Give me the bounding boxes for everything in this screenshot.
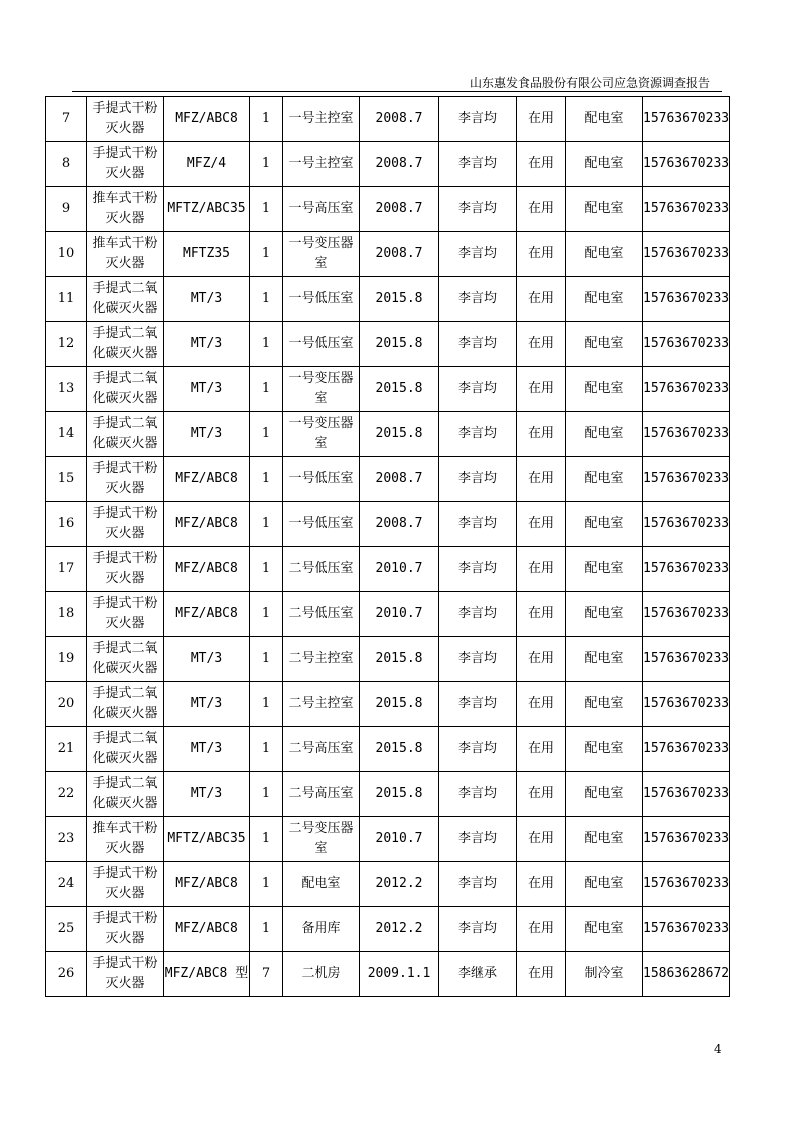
cell-equipment-name-line: 灭火器: [105, 526, 145, 541]
cell-phone: 15763670233: [643, 367, 730, 412]
cell-department: 配电室: [566, 727, 643, 772]
cell-department: 配电室: [566, 142, 643, 187]
cell-date: 2012.2: [360, 862, 439, 907]
cell-equipment-name: [87, 907, 164, 952]
table-row: [46, 592, 730, 637]
cell-date: 2008.7: [360, 457, 439, 502]
cell-equipment-name: [87, 637, 164, 682]
cell-location: [283, 322, 360, 367]
emergency-resource-table: [45, 96, 730, 997]
cell-equipment-name-line: 手提式干粉: [92, 956, 158, 971]
cell-responsible-person: 李言均: [439, 682, 517, 727]
cell-model: MT/3: [164, 412, 250, 457]
cell-number: 19: [46, 637, 87, 682]
table-row: [46, 817, 730, 862]
cell-location-line: 二号高压室: [288, 786, 354, 801]
cell-equipment-name-line: 化碳灭火器: [92, 751, 158, 766]
cell-responsible-person: 李言均: [439, 457, 517, 502]
cell-responsible-person: 李言均: [439, 97, 517, 142]
cell-department: 配电室: [566, 412, 643, 457]
page-number: 4: [714, 1042, 722, 1056]
cell-department: 配电室: [566, 457, 643, 502]
cell-department: 配电室: [566, 367, 643, 412]
cell-model: MT/3: [164, 682, 250, 727]
cell-location-line: 一号低压室: [288, 291, 354, 306]
cell-department: 配电室: [566, 817, 643, 862]
cell-phone: 15763670233: [643, 637, 730, 682]
cell-number: 12: [46, 322, 87, 367]
table-row: [46, 367, 730, 412]
cell-quantity: 1: [250, 817, 283, 862]
cell-number: 22: [46, 772, 87, 817]
cell-responsible-person: 李言均: [439, 907, 517, 952]
table-row: [46, 907, 730, 952]
cell-quantity: 1: [250, 772, 283, 817]
table-row: [46, 232, 730, 277]
cell-department: 配电室: [566, 862, 643, 907]
cell-equipment-name: [87, 142, 164, 187]
cell-equipment-name-line: 化碳灭火器: [92, 301, 158, 316]
cell-location: [283, 457, 360, 502]
cell-model: MT/3: [164, 772, 250, 817]
cell-number: 20: [46, 682, 87, 727]
cell-location-line: 一号变压器: [288, 236, 354, 251]
cell-status: 在用: [517, 817, 566, 862]
cell-responsible-person: 李言均: [439, 637, 517, 682]
cell-quantity: 1: [250, 97, 283, 142]
cell-equipment-name: [87, 457, 164, 502]
cell-responsible-person: 李言均: [439, 142, 517, 187]
cell-equipment-name-line: 灭火器: [105, 211, 145, 226]
cell-quantity: 1: [250, 232, 283, 277]
cell-model: MFZ/ABC8: [164, 97, 250, 142]
cell-equipment-name: [87, 862, 164, 907]
cell-date: 2008.7: [360, 502, 439, 547]
cell-quantity: 1: [250, 142, 283, 187]
cell-date: 2009.1.1: [360, 952, 439, 997]
cell-location-line: 室: [314, 436, 328, 451]
cell-equipment-name: [87, 367, 164, 412]
cell-quantity: 1: [250, 367, 283, 412]
cell-location-line: 室: [314, 256, 328, 271]
cell-model: MFTZ35: [164, 232, 250, 277]
cell-equipment-name-line: 化碳灭火器: [92, 796, 158, 811]
table-row: [46, 187, 730, 232]
cell-number: 23: [46, 817, 87, 862]
cell-date: 2010.7: [360, 547, 439, 592]
cell-equipment-name-line: 手提式干粉: [92, 911, 158, 926]
cell-status: 在用: [517, 592, 566, 637]
table-row: [46, 277, 730, 322]
cell-model: MFZ/ABC8: [164, 502, 250, 547]
cell-quantity: 1: [250, 637, 283, 682]
cell-quantity: 1: [250, 907, 283, 952]
cell-model: MFZ/ABC8 型: [164, 952, 250, 997]
table-row: [46, 547, 730, 592]
cell-phone: 15763670233: [643, 187, 730, 232]
cell-responsible-person: 李言均: [439, 187, 517, 232]
cell-date: 2008.7: [360, 232, 439, 277]
cell-equipment-name-line: 手提式干粉: [92, 101, 158, 116]
cell-equipment-name-line: 手提式干粉: [92, 866, 158, 881]
cell-phone: 15763670233: [643, 727, 730, 772]
cell-equipment-name-line: 灭火器: [105, 616, 145, 631]
cell-quantity: 7: [250, 952, 283, 997]
cell-location: [283, 862, 360, 907]
cell-status: 在用: [517, 142, 566, 187]
cell-number: 8: [46, 142, 87, 187]
cell-department: 配电室: [566, 187, 643, 232]
cell-date: 2015.8: [360, 277, 439, 322]
cell-location: [283, 637, 360, 682]
cell-location-line: 二号变压器: [288, 821, 354, 836]
cell-number: 26: [46, 952, 87, 997]
cell-phone: 15763670233: [643, 232, 730, 277]
cell-model: MFTZ/ABC35: [164, 187, 250, 232]
cell-status: 在用: [517, 682, 566, 727]
cell-date: 2015.8: [360, 727, 439, 772]
cell-location-line: 二机房: [301, 966, 341, 981]
cell-equipment-name: [87, 682, 164, 727]
cell-location-line: 一号变压器: [288, 371, 354, 386]
cell-quantity: 1: [250, 187, 283, 232]
cell-number: 15: [46, 457, 87, 502]
cell-equipment-name-line: 灭火器: [105, 121, 145, 136]
cell-phone: 15763670233: [643, 322, 730, 367]
cell-number: 24: [46, 862, 87, 907]
cell-date: 2015.8: [360, 682, 439, 727]
cell-location-line: 配电室: [301, 876, 341, 891]
cell-date: 2015.8: [360, 772, 439, 817]
cell-department: 配电室: [566, 547, 643, 592]
cell-status: 在用: [517, 637, 566, 682]
cell-location: [283, 907, 360, 952]
cell-location: [283, 592, 360, 637]
header-divider: [72, 91, 722, 92]
cell-responsible-person: 李言均: [439, 277, 517, 322]
cell-number: 16: [46, 502, 87, 547]
table-row: [46, 772, 730, 817]
cell-model: MT/3: [164, 367, 250, 412]
cell-responsible-person: 李言均: [439, 547, 517, 592]
cell-equipment-name: [87, 277, 164, 322]
table-body: [46, 97, 730, 997]
cell-equipment-name-line: 手提式二氧: [92, 731, 158, 746]
cell-status: 在用: [517, 727, 566, 772]
cell-model: MFZ/ABC8: [164, 457, 250, 502]
cell-number: 21: [46, 727, 87, 772]
cell-responsible-person: 李言均: [439, 862, 517, 907]
cell-phone: 15763670233: [643, 502, 730, 547]
cell-location-line: 一号主控室: [288, 156, 354, 171]
cell-department: 配电室: [566, 97, 643, 142]
table-row: [46, 952, 730, 997]
cell-equipment-name-line: 手提式干粉: [92, 461, 158, 476]
cell-number: 14: [46, 412, 87, 457]
cell-department: 制冷室: [566, 952, 643, 997]
cell-department: 配电室: [566, 907, 643, 952]
cell-status: 在用: [517, 772, 566, 817]
cell-status: 在用: [517, 367, 566, 412]
cell-equipment-name: [87, 772, 164, 817]
cell-number: 9: [46, 187, 87, 232]
table-row: [46, 457, 730, 502]
cell-equipment-name-line: 灭火器: [105, 841, 145, 856]
cell-responsible-person: 李言均: [439, 592, 517, 637]
cell-responsible-person: 李言均: [439, 727, 517, 772]
cell-location-line: 一号低压室: [288, 516, 354, 531]
cell-phone: 15763670233: [643, 457, 730, 502]
cell-number: 18: [46, 592, 87, 637]
cell-location: [283, 412, 360, 457]
cell-date: 2010.7: [360, 592, 439, 637]
cell-model: MFZ/ABC8: [164, 907, 250, 952]
cell-location-line: 一号变压器: [288, 416, 354, 431]
cell-equipment-name-line: 化碳灭火器: [92, 346, 158, 361]
cell-status: 在用: [517, 547, 566, 592]
cell-responsible-person: 李言均: [439, 322, 517, 367]
cell-location-line: 一号低压室: [288, 471, 354, 486]
cell-location: [283, 367, 360, 412]
cell-equipment-name-line: 手提式干粉: [92, 551, 158, 566]
cell-responsible-person: 李言均: [439, 502, 517, 547]
cell-date: 2008.7: [360, 142, 439, 187]
cell-number: 13: [46, 367, 87, 412]
cell-equipment-name-line: 手提式干粉: [92, 506, 158, 521]
cell-equipment-name-line: 化碳灭火器: [92, 436, 158, 451]
cell-location-line: 备用库: [301, 921, 341, 936]
cell-equipment-name-line: 手提式二氧: [92, 776, 158, 791]
cell-equipment-name-line: 推车式干粉: [92, 236, 158, 251]
cell-location-line: 一号主控室: [288, 111, 354, 126]
cell-model: MFZ/ABC8: [164, 592, 250, 637]
cell-quantity: 1: [250, 277, 283, 322]
cell-equipment-name-line: 灭火器: [105, 166, 145, 181]
cell-equipment-name: [87, 97, 164, 142]
cell-date: 2015.8: [360, 637, 439, 682]
cell-quantity: 1: [250, 502, 283, 547]
cell-status: 在用: [517, 412, 566, 457]
cell-location: [283, 232, 360, 277]
cell-date: 2008.7: [360, 187, 439, 232]
cell-equipment-name-line: 灭火器: [105, 976, 145, 991]
cell-status: 在用: [517, 457, 566, 502]
cell-department: 配电室: [566, 592, 643, 637]
table-row: [46, 862, 730, 907]
cell-equipment-name: [87, 322, 164, 367]
cell-phone: 15763670233: [643, 682, 730, 727]
cell-phone: 15763670233: [643, 547, 730, 592]
cell-number: 25: [46, 907, 87, 952]
cell-equipment-name-line: 灭火器: [105, 886, 145, 901]
cell-department: 配电室: [566, 277, 643, 322]
cell-phone: 15763670233: [643, 97, 730, 142]
cell-quantity: 1: [250, 412, 283, 457]
cell-equipment-name: [87, 592, 164, 637]
cell-location-line: 一号高压室: [288, 201, 354, 216]
cell-number: 17: [46, 547, 87, 592]
cell-status: 在用: [517, 502, 566, 547]
cell-status: 在用: [517, 907, 566, 952]
cell-location-line: 二号低压室: [288, 561, 354, 576]
cell-equipment-name: [87, 187, 164, 232]
cell-responsible-person: 李言均: [439, 367, 517, 412]
table-row: [46, 637, 730, 682]
cell-location: [283, 502, 360, 547]
cell-equipment-name-line: 手提式二氧: [92, 326, 158, 341]
cell-responsible-person: 李言均: [439, 772, 517, 817]
cell-date: 2015.8: [360, 367, 439, 412]
cell-phone: 15763670233: [643, 277, 730, 322]
cell-status: 在用: [517, 232, 566, 277]
cell-equipment-name-line: 灭火器: [105, 571, 145, 586]
table-row: [46, 97, 730, 142]
cell-location-line: 二号高压室: [288, 741, 354, 756]
cell-location: [283, 727, 360, 772]
cell-location-line: 室: [314, 841, 328, 856]
cell-location-line: 二号主控室: [288, 651, 354, 666]
cell-quantity: 1: [250, 862, 283, 907]
table-row: [46, 322, 730, 367]
cell-status: 在用: [517, 187, 566, 232]
cell-department: 配电室: [566, 502, 643, 547]
cell-location: [283, 772, 360, 817]
cell-date: 2008.7: [360, 97, 439, 142]
cell-equipment-name: [87, 232, 164, 277]
cell-location: [283, 817, 360, 862]
cell-responsible-person: 李言均: [439, 412, 517, 457]
cell-equipment-name: [87, 952, 164, 997]
cell-location: [283, 187, 360, 232]
cell-date: 2012.2: [360, 907, 439, 952]
cell-quantity: 1: [250, 592, 283, 637]
cell-equipment-name-line: 手提式二氧: [92, 686, 158, 701]
cell-location-line: 一号低压室: [288, 336, 354, 351]
cell-equipment-name-line: 灭火器: [105, 931, 145, 946]
cell-phone: 15763670233: [643, 142, 730, 187]
cell-equipment-name-line: 灭火器: [105, 256, 145, 271]
cell-equipment-name: [87, 502, 164, 547]
cell-phone: 15763670233: [643, 592, 730, 637]
cell-equipment-name-line: 推车式干粉: [92, 191, 158, 206]
cell-status: 在用: [517, 97, 566, 142]
cell-phone: 15763670233: [643, 907, 730, 952]
cell-model: MT/3: [164, 727, 250, 772]
cell-equipment-name-line: 手提式干粉: [92, 596, 158, 611]
cell-phone: 15763670233: [643, 817, 730, 862]
cell-model: MT/3: [164, 322, 250, 367]
table-row: [46, 142, 730, 187]
cell-model: MFZ/4: [164, 142, 250, 187]
cell-location-line: 二号主控室: [288, 696, 354, 711]
cell-equipment-name-line: 手提式二氧: [92, 371, 158, 386]
cell-equipment-name: [87, 412, 164, 457]
cell-responsible-person: 李继承: [439, 952, 517, 997]
cell-status: 在用: [517, 952, 566, 997]
cell-model: MFZ/ABC8: [164, 862, 250, 907]
table-row: [46, 727, 730, 772]
cell-department: 配电室: [566, 232, 643, 277]
cell-equipment-name-line: 化碳灭火器: [92, 661, 158, 676]
cell-department: 配电室: [566, 322, 643, 367]
cell-date: 2015.8: [360, 412, 439, 457]
cell-equipment-name-line: 灭火器: [105, 481, 145, 496]
cell-phone: 15763670233: [643, 772, 730, 817]
cell-department: 配电室: [566, 637, 643, 682]
cell-equipment-name-line: 手提式二氧: [92, 281, 158, 296]
cell-equipment-name: [87, 817, 164, 862]
cell-department: 配电室: [566, 682, 643, 727]
cell-location: [283, 277, 360, 322]
cell-location: [283, 97, 360, 142]
cell-status: 在用: [517, 862, 566, 907]
cell-quantity: 1: [250, 682, 283, 727]
report-header-title: 山东惠发食品股份有限公司应急资源调查报告: [470, 76, 711, 90]
cell-model: MT/3: [164, 637, 250, 682]
cell-quantity: 1: [250, 457, 283, 502]
table-row: [46, 682, 730, 727]
cell-equipment-name: [87, 547, 164, 592]
cell-location: [283, 682, 360, 727]
cell-location: [283, 547, 360, 592]
cell-number: 11: [46, 277, 87, 322]
cell-date: 2010.7: [360, 817, 439, 862]
cell-equipment-name-line: 手提式干粉: [92, 146, 158, 161]
cell-equipment-name-line: 化碳灭火器: [92, 391, 158, 406]
cell-status: 在用: [517, 322, 566, 367]
cell-equipment-name-line: 手提式二氧: [92, 641, 158, 656]
cell-location: [283, 142, 360, 187]
cell-quantity: 1: [250, 727, 283, 772]
cell-phone: 15763670233: [643, 412, 730, 457]
cell-responsible-person: 李言均: [439, 817, 517, 862]
cell-phone: 15863628672: [643, 952, 730, 997]
table-row: [46, 412, 730, 457]
cell-phone: 15763670233: [643, 862, 730, 907]
cell-number: 7: [46, 97, 87, 142]
cell-quantity: 1: [250, 547, 283, 592]
cell-equipment-name-line: 化碳灭火器: [92, 706, 158, 721]
cell-department: 配电室: [566, 772, 643, 817]
cell-equipment-name-line: 手提式二氧: [92, 416, 158, 431]
cell-equipment-name-line: 推车式干粉: [92, 821, 158, 836]
cell-location-line: 室: [314, 391, 328, 406]
cell-location: [283, 952, 360, 997]
cell-model: MFZ/ABC8: [164, 547, 250, 592]
table-row: [46, 502, 730, 547]
cell-date: 2015.8: [360, 322, 439, 367]
cell-equipment-name: [87, 727, 164, 772]
cell-model: MT/3: [164, 277, 250, 322]
cell-status: 在用: [517, 277, 566, 322]
cell-responsible-person: 李言均: [439, 232, 517, 277]
cell-model: MFTZ/ABC35: [164, 817, 250, 862]
cell-number: 10: [46, 232, 87, 277]
cell-quantity: 1: [250, 322, 283, 367]
cell-location-line: 二号低压室: [288, 606, 354, 621]
